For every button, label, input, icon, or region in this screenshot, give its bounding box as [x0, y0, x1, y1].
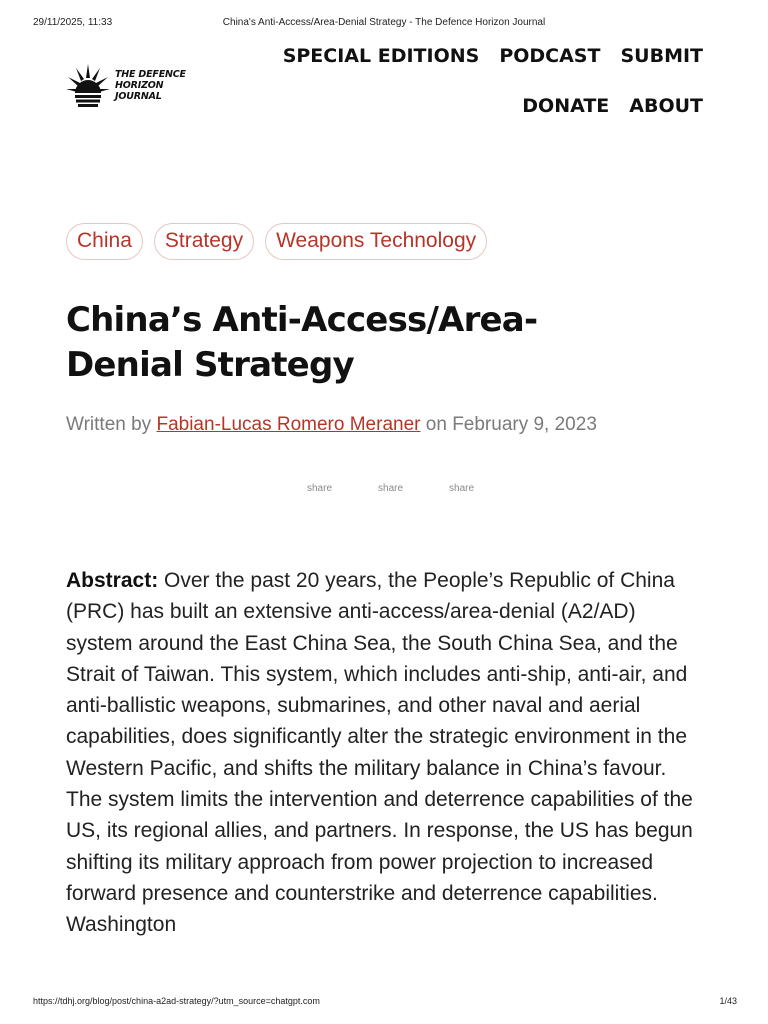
tag-china[interactable]: China: [66, 223, 143, 260]
article-title: China’s Anti-Access/Area-Denial Strategy: [66, 300, 538, 385]
logo-line: THE DEFENCE: [115, 68, 186, 80]
publish-date: February 9, 2023: [452, 414, 597, 435]
share-button[interactable]: share: [307, 483, 333, 494]
nav-special-editions[interactable]: SPECIAL EDITIONS: [282, 45, 480, 67]
byline: [66, 414, 597, 436]
share-button[interactable]: share: [449, 483, 475, 494]
share-row: [307, 483, 474, 494]
nav-donate[interactable]: DONATE: [522, 95, 610, 117]
sunburst-logo-icon: [66, 62, 110, 108]
print-datetime: 29/11/2025, 11:33: [33, 17, 113, 28]
tag-strategy[interactable]: Strategy: [154, 223, 254, 260]
byline-on: on: [425, 414, 447, 435]
main-nav-row-2: [522, 95, 703, 117]
abstract-paragraph: [66, 565, 706, 941]
nav-about[interactable]: ABOUT: [629, 95, 703, 117]
tag-weapons-technology[interactable]: Weapons Technology: [265, 223, 487, 260]
nav-podcast[interactable]: PODCAST: [499, 45, 601, 67]
print-url: https://tdhj.org/blog/post/china-a2ad-strategy/?utm_source=chatgpt.com: [33, 996, 320, 1006]
logo-line: JOURNAL: [115, 90, 162, 102]
main-nav-row-1: [283, 45, 703, 67]
category-tags: [66, 223, 487, 260]
logo-line: HORIZON: [115, 79, 164, 91]
logo-wordmark: [115, 69, 186, 102]
site-logo[interactable]: [66, 62, 186, 108]
abstract-text: Over the past 20 years, the People’s Republic of China (PRC) has built an extensive anti-access/area-denial (A2/AD) system around the East China Sea, the South China Sea, and the Strait of Taiwan. This system, which includes anti-ship, anti-air, and anti-ballistic weapons, submarines, and other naval and aerial capabilities, does significantly alter the strategic environment in the Western Pacific, and shifts the military balance in China’s favour. The system limits the intervention and deterrence capabilities of the US, its regional allies, and partners. In response, the US has begun shifting its military approach from power projection to increased forward presence and counterstrike and deterrence capabilities. Washington: [66, 569, 693, 937]
share-button[interactable]: share: [378, 483, 404, 494]
print-page-number: 1/43: [719, 996, 737, 1006]
byline-prefix: Written by: [66, 414, 152, 435]
print-page-title: China's Anti-Access/Area-Denial Strategy - The Defence Horizon Journal: [222, 17, 546, 28]
author-link[interactable]: Fabian-Lucas Romero Meraner: [156, 414, 421, 435]
abstract-label: Abstract:: [66, 569, 159, 592]
nav-submit[interactable]: SUBMIT: [620, 45, 703, 67]
